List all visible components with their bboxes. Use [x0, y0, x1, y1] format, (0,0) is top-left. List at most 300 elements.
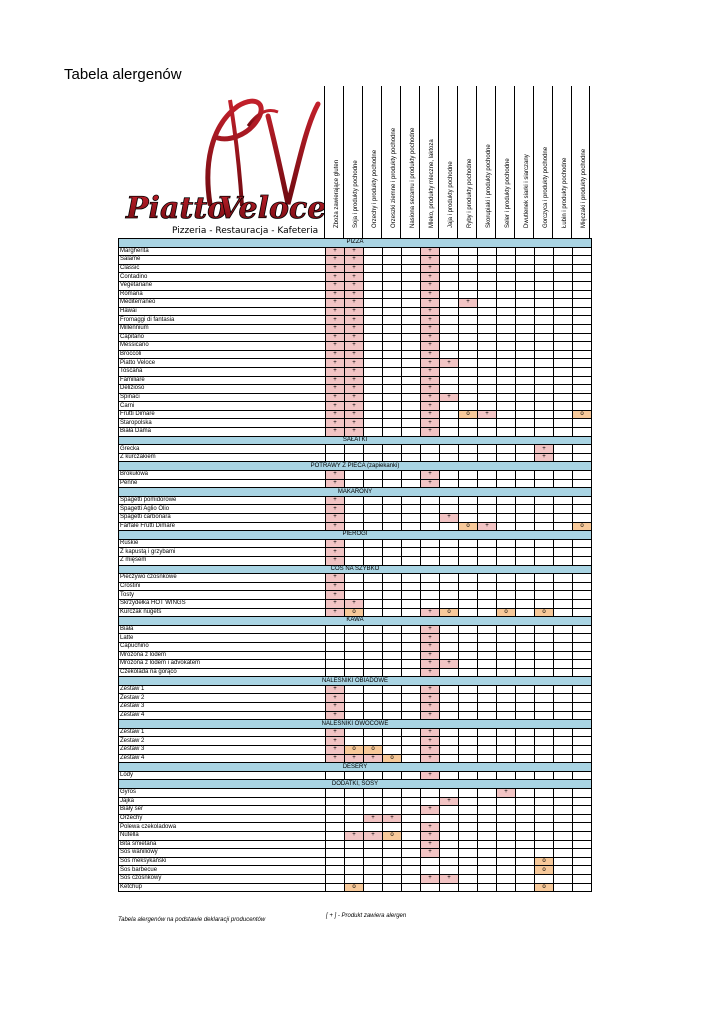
dish-name: Staropolska	[119, 419, 326, 428]
allergen-cell	[535, 660, 554, 669]
dish-name: Kurczak nugets	[119, 608, 326, 617]
allergen-cell	[364, 548, 383, 557]
allergen-cell	[383, 333, 402, 342]
allergen-cell	[459, 556, 478, 565]
allergen-cell	[440, 548, 459, 557]
allergen-cell: +	[326, 582, 345, 591]
allergen-cell	[554, 281, 573, 290]
allergen-cell: +	[421, 393, 440, 402]
allergen-cell	[383, 866, 402, 875]
table-row	[119, 359, 592, 368]
allergen-cell	[497, 866, 516, 875]
allergen-cell	[459, 883, 478, 892]
table-row	[119, 831, 592, 840]
allergen-cell	[497, 754, 516, 763]
allergen-cell	[535, 307, 554, 316]
allergen-label: Jaja i produkty pochodne	[448, 161, 454, 228]
allergen-cell	[478, 324, 497, 333]
allergen-cell	[516, 857, 535, 866]
allergen-cell	[383, 728, 402, 737]
allergen-cell	[554, 574, 573, 583]
allergen-cell: +	[345, 281, 364, 290]
allergen-cell: +	[326, 307, 345, 316]
allergen-cell: +	[345, 299, 364, 308]
allergen-cell	[364, 539, 383, 548]
table-row	[119, 582, 592, 591]
allergen-cell	[383, 471, 402, 480]
allergen-cell	[573, 857, 592, 866]
allergen-cell	[573, 874, 592, 883]
allergen-cell	[554, 367, 573, 376]
table-row	[119, 651, 592, 660]
allergen-cell: +	[421, 806, 440, 815]
allergen-cell	[554, 634, 573, 643]
allergen-cell: +	[326, 514, 345, 523]
allergen-cell	[364, 556, 383, 565]
allergen-cell	[440, 471, 459, 480]
category-row	[119, 780, 592, 789]
allergen-cell	[497, 634, 516, 643]
allergen-cell	[383, 737, 402, 746]
allergen-cell: +	[345, 256, 364, 265]
dish-name: Vegetariane	[119, 281, 326, 290]
allergen-cell: o	[535, 883, 554, 892]
allergen-cell: +	[326, 376, 345, 385]
allergen-label: Mięczaki i produkty pochodne	[580, 148, 587, 228]
allergen-cell	[440, 771, 459, 780]
allergen-cell	[516, 505, 535, 514]
allergen-cell	[573, 771, 592, 780]
allergen-cell	[364, 410, 383, 419]
allergen-cell	[554, 359, 573, 368]
allergen-cell	[554, 660, 573, 669]
allergen-cell	[345, 866, 364, 875]
allergen-cell	[345, 556, 364, 565]
allergen-cell	[459, 419, 478, 428]
allergen-cell	[402, 428, 421, 437]
allergen-cell	[421, 522, 440, 531]
allergen-cell	[497, 797, 516, 806]
allergen-cell	[402, 316, 421, 325]
allergen-cell	[326, 883, 345, 892]
table-row	[119, 685, 592, 694]
allergen-cell	[345, 548, 364, 557]
allergen-cell	[497, 471, 516, 480]
allergen-cell	[573, 634, 592, 643]
allergen-cell	[402, 556, 421, 565]
allergen-cell: +	[421, 256, 440, 265]
allergen-cell	[516, 350, 535, 359]
allergen-cell	[516, 316, 535, 325]
allergen-cell: +	[497, 789, 516, 798]
allergen-cell	[573, 273, 592, 282]
allergen-cell	[440, 883, 459, 892]
allergen-cell	[402, 797, 421, 806]
svg-text:Veloce: Veloce	[218, 191, 324, 226]
allergen-cell	[459, 453, 478, 462]
dish-name: Crostini	[119, 582, 326, 591]
allergen-cell	[326, 857, 345, 866]
allergen-cell	[364, 866, 383, 875]
category-label: PIEROGI	[119, 531, 592, 540]
allergen-cell	[440, 273, 459, 282]
allergen-cell	[364, 823, 383, 832]
allergen-cell	[516, 634, 535, 643]
table-row	[119, 453, 592, 462]
allergen-cell	[478, 419, 497, 428]
allergen-cell	[459, 711, 478, 720]
allergen-cell	[383, 385, 402, 394]
allergen-cell	[516, 625, 535, 634]
allergen-cell	[497, 316, 516, 325]
allergen-cell	[440, 342, 459, 351]
allergen-header-1	[343, 86, 362, 238]
allergen-cell	[440, 831, 459, 840]
allergen-cell	[364, 419, 383, 428]
allergen-cell	[383, 746, 402, 755]
allergen-cell	[440, 333, 459, 342]
allergen-cell: +	[326, 728, 345, 737]
allergen-cell	[478, 256, 497, 265]
allergen-cell	[364, 599, 383, 608]
allergen-cell	[421, 789, 440, 798]
table-row	[119, 642, 592, 651]
allergen-cell	[364, 840, 383, 849]
allergen-cell	[440, 428, 459, 437]
allergen-cell	[573, 703, 592, 712]
allergen-cell	[345, 840, 364, 849]
allergen-cell	[440, 385, 459, 394]
allergen-cell: o	[459, 410, 478, 419]
allergen-cell	[478, 479, 497, 488]
allergen-cell	[535, 359, 554, 368]
allergen-cell	[478, 814, 497, 823]
allergen-cell: +	[421, 703, 440, 712]
allergen-cell	[326, 634, 345, 643]
allergen-cell: +	[326, 703, 345, 712]
allergen-cell	[402, 754, 421, 763]
allergen-cell	[364, 299, 383, 308]
allergen-cell	[364, 651, 383, 660]
allergen-cell	[573, 290, 592, 299]
allergen-cell: o	[573, 410, 592, 419]
allergen-cell	[554, 591, 573, 600]
allergen-cell: +	[421, 737, 440, 746]
allergen-cell: +	[421, 840, 440, 849]
allergen-cell	[364, 333, 383, 342]
allergen-cell: +	[345, 264, 364, 273]
allergen-cell	[402, 342, 421, 351]
dish-name: Latte	[119, 634, 326, 643]
allergen-cell	[345, 514, 364, 523]
dish-name: Zestaw 3	[119, 703, 326, 712]
allergen-cell	[516, 591, 535, 600]
allergen-cell	[345, 737, 364, 746]
allergen-cell	[497, 445, 516, 454]
table-row	[119, 599, 592, 608]
allergen-cell	[383, 711, 402, 720]
table-row	[119, 273, 592, 282]
dish-name: Classic	[119, 264, 326, 273]
table-row	[119, 840, 592, 849]
allergen-cell	[478, 599, 497, 608]
allergen-cell: +	[478, 522, 497, 531]
allergen-cell	[345, 711, 364, 720]
allergen-cell	[535, 342, 554, 351]
dish-name: Zestaw 2	[119, 694, 326, 703]
allergen-cell	[554, 797, 573, 806]
allergen-cell	[497, 883, 516, 892]
allergen-header-10	[514, 86, 533, 238]
dish-name: Capitano	[119, 333, 326, 342]
table-row	[119, 256, 592, 265]
dish-name: Biała Dama	[119, 428, 326, 437]
allergen-cell: +	[421, 333, 440, 342]
allergen-cell	[573, 737, 592, 746]
allergen-cell	[516, 273, 535, 282]
allergen-cell	[459, 591, 478, 600]
allergen-cell	[535, 771, 554, 780]
allergen-cell	[383, 823, 402, 832]
allergen-cell	[516, 831, 535, 840]
allergen-cell	[383, 840, 402, 849]
allergen-cell	[440, 746, 459, 755]
allergen-cell: +	[478, 410, 497, 419]
allergen-cell	[402, 256, 421, 265]
allergen-cell	[421, 574, 440, 583]
allergen-cell	[383, 660, 402, 669]
allergen-cell	[402, 651, 421, 660]
allergen-cell: +	[421, 849, 440, 858]
allergen-cell	[516, 866, 535, 875]
allergen-cell	[573, 419, 592, 428]
allergen-cell: +	[421, 359, 440, 368]
allergen-cell	[459, 256, 478, 265]
dish-name: Zestaw 1	[119, 728, 326, 737]
allergen-cell: +	[535, 453, 554, 462]
allergen-cell	[402, 737, 421, 746]
allergen-cell	[459, 290, 478, 299]
allergen-cell	[497, 591, 516, 600]
allergen-cell	[554, 350, 573, 359]
allergen-cell	[573, 350, 592, 359]
allergen-cell	[421, 496, 440, 505]
category-label: MAKARONY	[119, 488, 592, 497]
allergen-cell	[554, 831, 573, 840]
allergen-cell: +	[326, 256, 345, 265]
table-row	[119, 419, 592, 428]
allergen-cell	[402, 591, 421, 600]
allergen-header-7	[457, 86, 476, 238]
table-row	[119, 849, 592, 858]
allergen-cell	[402, 849, 421, 858]
allergen-cell: +	[326, 556, 345, 565]
table-row	[119, 883, 592, 892]
allergen-cell	[497, 256, 516, 265]
allergen-cell	[535, 376, 554, 385]
allergen-cell	[459, 771, 478, 780]
allergen-cell	[383, 350, 402, 359]
allergen-cell	[573, 591, 592, 600]
allergen-label: Zboża zawierające gluten	[334, 159, 340, 228]
allergen-cell	[440, 445, 459, 454]
table-row	[119, 393, 592, 402]
allergen-cell: o	[383, 754, 402, 763]
allergen-cell: +	[535, 445, 554, 454]
allergen-cell	[421, 514, 440, 523]
allergen-cell: +	[326, 428, 345, 437]
dish-name: Z mięsem	[119, 556, 326, 565]
allergen-cell: +	[345, 367, 364, 376]
allergen-cell	[554, 814, 573, 823]
allergen-cell	[459, 402, 478, 411]
allergen-cell	[383, 479, 402, 488]
allergen-cell: +	[421, 281, 440, 290]
allergen-cell	[554, 556, 573, 565]
allergen-cell	[440, 247, 459, 256]
allergen-cell: o	[535, 608, 554, 617]
allergen-cell	[421, 556, 440, 565]
allergen-cell	[345, 445, 364, 454]
footer-note: Tabela alergenów na podstawie deklaracji producentów	[118, 917, 266, 923]
dish-name: Fromaggi di fantasia	[119, 316, 326, 325]
dish-name: Spagetti pomidorowe	[119, 496, 326, 505]
allergen-cell	[497, 703, 516, 712]
allergen-cell: +	[421, 651, 440, 660]
allergen-cell	[459, 703, 478, 712]
allergen-cell: +	[326, 333, 345, 342]
allergen-cell	[554, 522, 573, 531]
allergen-cell	[554, 342, 573, 351]
allergen-cell	[554, 376, 573, 385]
category-row	[119, 462, 592, 471]
allergen-cell	[402, 711, 421, 720]
allergen-cell	[573, 797, 592, 806]
allergen-cell	[440, 625, 459, 634]
allergen-cell: +	[364, 831, 383, 840]
allergen-cell	[478, 496, 497, 505]
allergen-cell	[364, 806, 383, 815]
allergen-cell	[535, 574, 554, 583]
allergen-cell	[478, 823, 497, 832]
category-row	[119, 531, 592, 540]
allergen-cell	[364, 402, 383, 411]
allergen-cell: +	[326, 410, 345, 419]
table-row	[119, 333, 592, 342]
allergen-header-12	[552, 86, 571, 238]
allergen-cell	[402, 273, 421, 282]
allergen-cell	[383, 410, 402, 419]
allergen-cell: +	[345, 410, 364, 419]
allergen-header-4	[400, 86, 419, 238]
allergen-cell	[364, 496, 383, 505]
allergen-label: Soja i produkty pochodne	[353, 160, 359, 228]
allergen-cell	[459, 608, 478, 617]
table-row	[119, 754, 592, 763]
allergen-cell	[497, 874, 516, 883]
table-row	[119, 316, 592, 325]
allergen-cell	[497, 574, 516, 583]
allergen-cell: +	[421, 428, 440, 437]
allergen-cell	[516, 711, 535, 720]
table-row	[119, 445, 592, 454]
allergen-cell	[345, 823, 364, 832]
allergen-cell	[516, 333, 535, 342]
allergen-cell	[516, 256, 535, 265]
allergen-cell	[573, 299, 592, 308]
table-row	[119, 857, 592, 866]
dish-name: Familiare	[119, 376, 326, 385]
allergen-cell	[497, 831, 516, 840]
table-row	[119, 634, 592, 643]
allergen-cell	[440, 599, 459, 608]
allergen-cell	[440, 814, 459, 823]
allergen-cell: o	[535, 857, 554, 866]
allergen-cell	[364, 737, 383, 746]
allergen-cell: o	[535, 866, 554, 875]
dish-name: Ketchup	[119, 883, 326, 892]
allergen-cell	[497, 711, 516, 720]
allergen-cell	[535, 806, 554, 815]
allergen-cell	[497, 359, 516, 368]
allergen-cell	[326, 625, 345, 634]
allergen-cell	[402, 445, 421, 454]
allergen-cell	[554, 316, 573, 325]
allergen-cell	[440, 264, 459, 273]
allergen-cell: +	[421, 625, 440, 634]
allergen-cell	[440, 737, 459, 746]
allergen-cell	[554, 857, 573, 866]
allergen-cell: +	[326, 496, 345, 505]
allergen-cell	[402, 625, 421, 634]
allergen-cell: +	[326, 419, 345, 428]
allergen-cell	[573, 831, 592, 840]
allergen-cell	[440, 556, 459, 565]
allergen-cell: +	[440, 359, 459, 368]
allergen-cell	[535, 703, 554, 712]
allergen-cell: +	[345, 599, 364, 608]
dish-name: Zestaw 3	[119, 746, 326, 755]
table-row	[119, 479, 592, 488]
table-row	[119, 299, 592, 308]
allergen-cell	[478, 582, 497, 591]
allergen-cell	[440, 505, 459, 514]
allergen-cell	[440, 857, 459, 866]
table-row	[119, 514, 592, 523]
allergen-cell: +	[326, 539, 345, 548]
table-row	[119, 711, 592, 720]
allergen-cell	[535, 642, 554, 651]
allergen-cell	[326, 660, 345, 669]
allergen-cell	[535, 831, 554, 840]
allergen-cell	[440, 806, 459, 815]
allergen-cell	[478, 393, 497, 402]
allergen-cell	[440, 582, 459, 591]
allergen-cell	[402, 634, 421, 643]
allergen-cell	[497, 273, 516, 282]
allergen-cell	[364, 634, 383, 643]
allergen-cell: +	[421, 350, 440, 359]
allergen-cell	[383, 419, 402, 428]
allergen-cell	[402, 789, 421, 798]
allergen-cell	[459, 685, 478, 694]
table-row	[119, 823, 592, 832]
category-label: POTRAWY Z PIECA (zapiekanki)	[119, 462, 592, 471]
allergen-header-13	[571, 86, 590, 238]
allergen-cell	[459, 479, 478, 488]
allergen-cell	[573, 823, 592, 832]
allergen-cell	[459, 754, 478, 763]
